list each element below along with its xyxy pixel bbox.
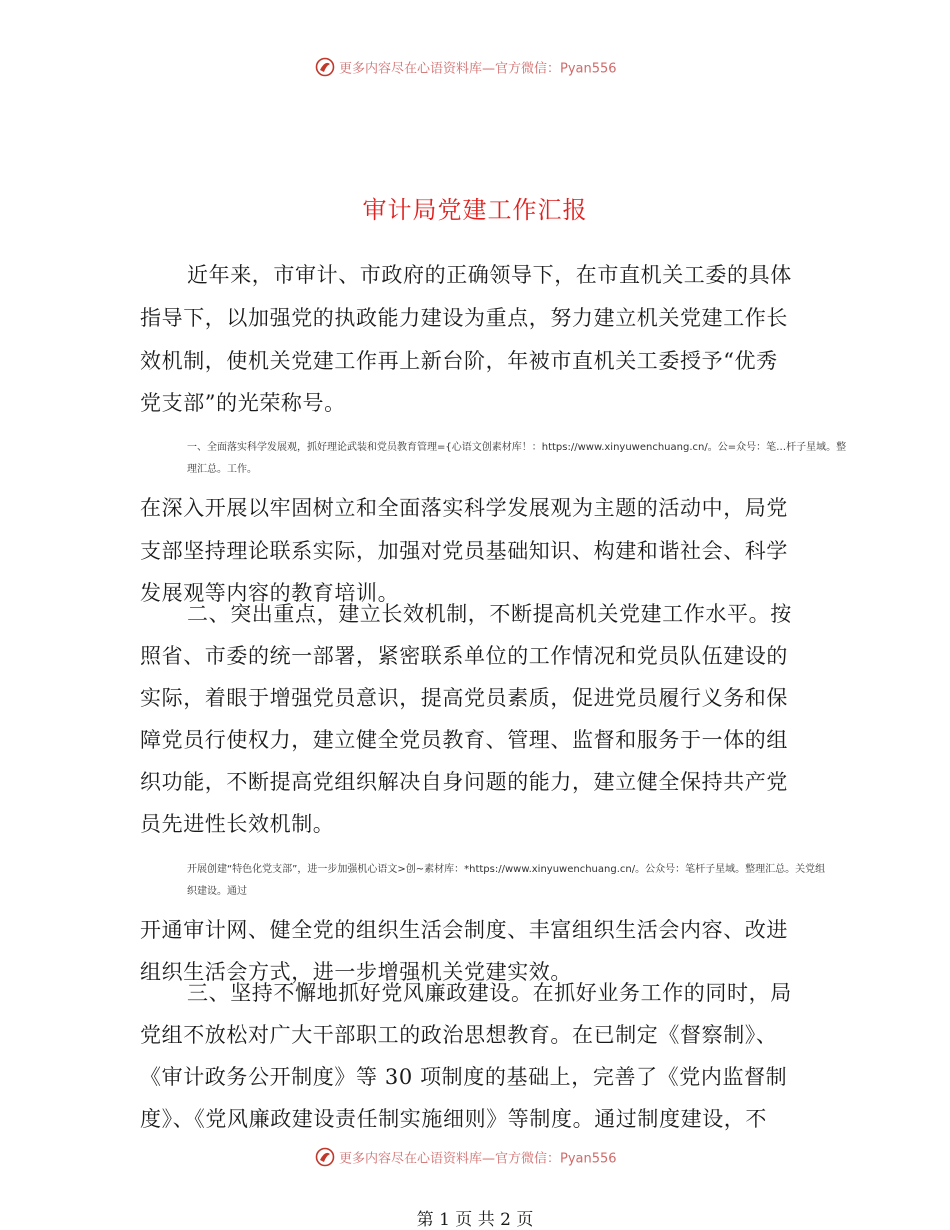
paragraph-line: 障党员行使权力，建立健全党员教育、管理、监督和服务于一体的组 bbox=[140, 728, 788, 752]
paragraph-line: 发展观等内容的教育培训。 bbox=[140, 581, 400, 605]
paragraph-line: 实际，着眼于增强党员意识，提高党员素质，促进党员履行义务和保 bbox=[140, 686, 788, 710]
paragraph-line: 《审计政务公开制度》等 30 项制度的基础上，完善了《党内监督制 bbox=[140, 1065, 788, 1089]
paragraph-line: 在深入开展以牢固树立和全面落实科学发展观为主题的活动中，局党 bbox=[140, 496, 788, 520]
header-banner-text: 更多内容尽在心语资料库—官方微信：Pyan556 bbox=[339, 61, 617, 77]
paragraph-line: 支部坚持理论联系实际，加强对党员基础知识、构建和谐社会、科学 bbox=[140, 539, 788, 563]
paragraph-line: 指导下，以加强党的执政能力建设为重点，努力建立机关党建工作长 bbox=[140, 306, 788, 330]
footer-banner-text: 更多内容尽在心语资料库—官方微信：Pyan556 bbox=[339, 1151, 617, 1167]
inline-note-line: 开展创建“特色化党支部”，进一步加强机心语文>创~素材库：*https://www.xinyuwenchuang.cn/。公众号：笔杆子星域。整理汇总。关党组 bbox=[187, 864, 826, 875]
inline-note-line: 理汇总。工作。 bbox=[187, 464, 257, 475]
paragraph-line: 员先进性长效机制。 bbox=[140, 812, 335, 836]
footer-banner bbox=[315, 1147, 617, 1171]
header-banner bbox=[315, 57, 617, 81]
paragraph-line: 组织生活会方式，进一步增强机关党建实效。 bbox=[140, 960, 572, 984]
page-number: 第 1 页 共 2 页 bbox=[416, 1210, 534, 1230]
library-logo-icon bbox=[315, 1147, 335, 1171]
paragraph-line: 二、突出重点，建立长效机制，不断提高机关党建工作水平。按 bbox=[187, 602, 792, 626]
paragraph-line: 效机制，使机关党建工作再上新台阶，年被市直机关工委授予“优秀 bbox=[140, 349, 778, 373]
paragraph-line: 织功能，不断提高党组织解决自身问题的能力，建立健全保持共产党 bbox=[140, 770, 788, 794]
paragraph-line: 三、坚持不懈地抓好党风廉政建设。在抓好业务工作的同时，局 bbox=[187, 981, 792, 1005]
document-title: 审计局党建工作汇报 bbox=[362, 196, 588, 224]
inline-note-line: 织建设。通过 bbox=[187, 886, 247, 897]
paragraph-line: 党组不放松对广大干部职工的政治思想教育。在已制定《督察制》、 bbox=[140, 1023, 778, 1047]
paragraph-line: 照省、市委的统一部署，紧密联系单位的工作情况和党员队伍建设的 bbox=[140, 644, 788, 668]
paragraph-line: 党支部”的光荣称号。 bbox=[140, 391, 346, 415]
paragraph-line: 近年来，市审计、市政府的正确领导下，在市直机关工委的具体 bbox=[187, 263, 792, 287]
paragraph-line: 度》、《党风廉政建设责任制实施细则》等制度。通过制度建设，不 bbox=[140, 1107, 767, 1131]
inline-note-line: 一、全面落实科学发展观，抓好理论武装和党员教育管理={心语文创素材库！：https://www.xinyuwenchuang.cn/。公=众号：笔…杆子星域。整 bbox=[187, 442, 847, 453]
paragraph-line: 开通审计网、健全党的组织生活会制度、丰富组织生活会内容、改进 bbox=[140, 918, 788, 942]
library-logo-icon bbox=[315, 57, 335, 81]
